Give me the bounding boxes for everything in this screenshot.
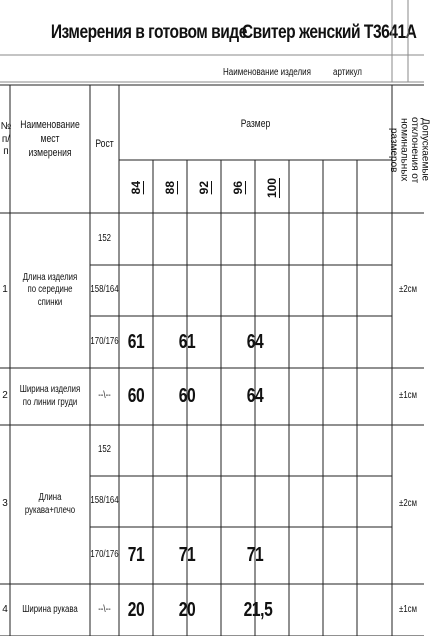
title-left: Измерения в готовом виде: [50, 22, 247, 43]
row1-no: 1: [2, 284, 8, 296]
row1-value-88-92: 61: [178, 330, 196, 353]
row1-name: Длина изделия по середине спинки: [22, 271, 78, 308]
size-96: 96: [230, 181, 245, 195]
row4-value-84: 20: [127, 598, 145, 621]
col-name-header: Наименование мест измерения: [20, 119, 80, 159]
row3-value-88-92: 71: [178, 544, 196, 566]
row4-height: --\--: [98, 603, 111, 615]
row1-height-2: 158/164: [90, 284, 119, 296]
row3-tolerance: ±2см: [399, 498, 417, 510]
row3-height-1: 152: [97, 444, 112, 456]
col-size-header: Размер: [240, 118, 271, 131]
row2-no: 2: [2, 390, 8, 402]
row2-value-88-92: 60: [178, 385, 196, 407]
article-label: артикул: [333, 67, 362, 78]
size-88: 88: [162, 181, 177, 195]
product-name-label: Наименование изделия: [223, 67, 311, 78]
title-right: Свитер женский Т3641А: [241, 22, 417, 43]
row1-height-1: 152: [97, 232, 112, 244]
col-tolerance-text: Допускаемые отклонения от номинальных размеров: [388, 116, 431, 184]
row4-name: Ширина рукава: [22, 603, 78, 615]
row4-no: 4: [2, 603, 8, 615]
col-height-header: Рост: [95, 138, 114, 151]
row2-height: --\--: [98, 390, 111, 402]
row4-tolerance: ±1см: [399, 603, 417, 615]
row2-name: Ширина изделия по линии груди: [19, 384, 81, 408]
size-100: 100: [264, 177, 279, 199]
row3-no: 3: [2, 498, 8, 510]
row3-height-3: 170/176: [90, 549, 119, 561]
row3-name: Длина рукава+плечо: [24, 492, 76, 516]
row1-tolerance: ±2см: [399, 284, 417, 296]
row4-value-96-100: 21,5: [243, 598, 273, 621]
row2-value-96-100: 64: [246, 385, 264, 407]
row2-value-84: 60: [127, 385, 145, 407]
row1-value-96-100: 64: [246, 330, 264, 353]
col-no-header: № п/п: [0, 121, 12, 158]
size-84: 84: [128, 181, 143, 195]
col-tolerance-header: [388, 90, 431, 210]
row2-tolerance: ±1см: [399, 390, 417, 402]
row3-height-2: 158/164: [90, 495, 119, 507]
row4-value-88-92: 20: [178, 598, 196, 621]
row3-value-84: 71: [127, 544, 145, 566]
size-92: 92: [196, 181, 211, 195]
row3-value-96-100: 71: [246, 544, 264, 566]
row1-value-84: 61: [127, 330, 145, 353]
row1-height-3: 170/176: [90, 335, 119, 347]
